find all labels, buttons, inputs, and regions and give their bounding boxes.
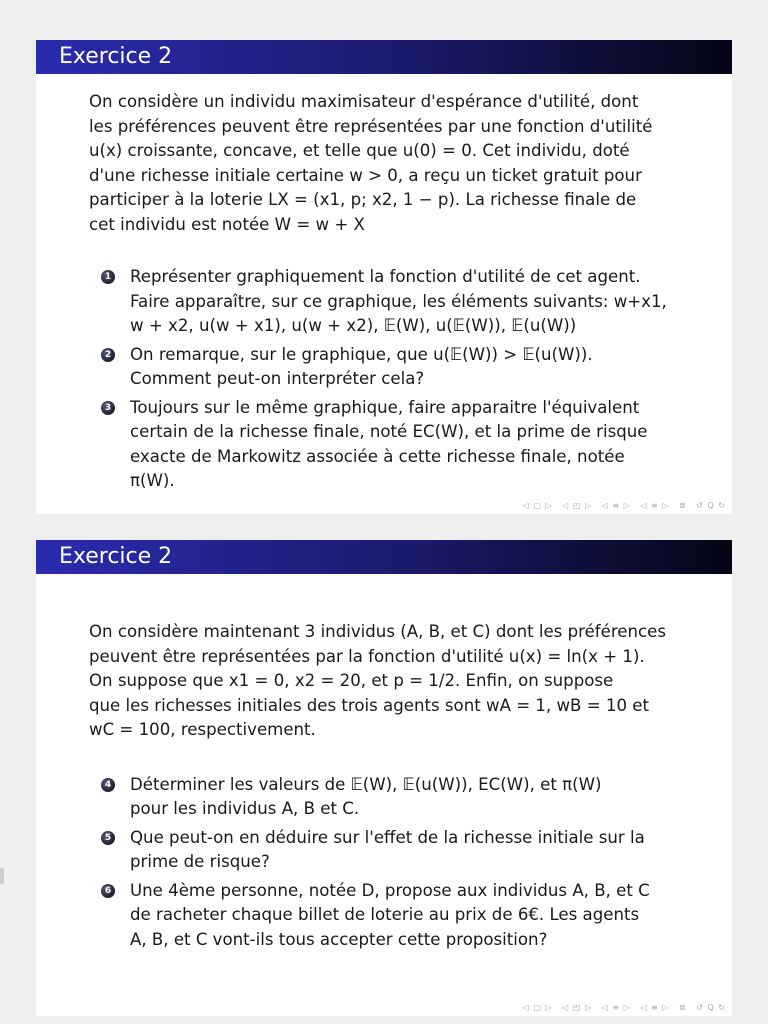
question-item [89, 826, 681, 875]
question-line: prime de risque? [130, 852, 270, 871]
beamer-navigation [517, 501, 726, 510]
question-line: w + x2, u(w + x1), u(w + x2), 𝔼(W), u(𝔼(W)), 𝔼(u(W)) [130, 316, 577, 335]
question-line: Toujours sur le même graphique, faire apparaitre l'équivalent [130, 397, 640, 417]
nav-section-icon[interactable]: ◁ ≡ ▷ [601, 1003, 631, 1012]
intro-line: On considère un individu maximisateur d'espérance d'utilité, dont [89, 92, 639, 111]
question-item [89, 265, 681, 339]
question-list [89, 265, 681, 494]
nav-document-icon[interactable]: ◁ ≡ ▷ [640, 1003, 670, 1012]
question-line: pour les individus A, B et C. [130, 799, 360, 818]
nav-frame-icon[interactable]: ◁ ▢ ▷ [522, 1003, 553, 1012]
question-line: A, B, et C vont-ils tous accepter cette proposition? [130, 929, 548, 949]
nav-document-icon[interactable]: ◁ ≡ ▷ [640, 501, 670, 510]
question-line: π(W). [130, 471, 175, 490]
nav-subsection-icon[interactable]: ◁ ◰ ▷ [562, 1003, 593, 1012]
beamer-navigation [517, 1003, 726, 1012]
number-bullet-icon: 3 [101, 401, 115, 415]
slide-2 [36, 540, 732, 1016]
question-item [89, 879, 681, 953]
intro-line: participer à la loterie LX = (x1, p; x2, 1 − p). La richesse finale de [89, 190, 637, 209]
intro-line: cet individu est notée W = w + X [89, 214, 365, 234]
question-line: Comment peut-on interpréter cela? [130, 369, 425, 388]
question-item [89, 343, 681, 392]
intro-line: les préférences peuvent être représentées par une fonction d'utilité [89, 116, 653, 136]
intro-paragraph [89, 90, 681, 237]
nav-frame-icon[interactable]: ◁ ▢ ▷ [522, 501, 553, 510]
question-line: Déterminer les valeurs de 𝔼(W), 𝔼(u(W)), EC(W), et π(W) [130, 774, 602, 794]
question-item [89, 773, 681, 822]
question-line: Que peut-on en déduire sur l'effet de la richesse initiale sur la [130, 827, 645, 847]
question-line: exacte de Markowitz associée à cette richesse finale, notée [130, 446, 625, 466]
intro-line: que les richesses initiales des trois agents sont wA = 1, wB = 10 et [89, 695, 649, 715]
frame-title: Exercice 2 [36, 40, 732, 74]
question-item [89, 396, 681, 494]
nav-toc-icon[interactable]: ≣ [678, 1003, 687, 1012]
question-line: certain de la richesse finale, noté EC(W), et la prime de risque [130, 422, 648, 441]
viewer-edge-marker [0, 868, 4, 884]
nav-section-icon[interactable]: ◁ ≡ ▷ [601, 501, 631, 510]
frame-title: Exercice 2 [36, 540, 732, 574]
number-bullet-icon: 5 [101, 831, 115, 845]
intro-line: On suppose que x1 = 0, x2 = 20, et p = 1/2. Enfin, on suppose [89, 671, 614, 690]
question-line: Faire apparaître, sur ce graphique, les éléments suivants: w+x1, [130, 291, 667, 311]
nav-toc-icon[interactable]: ≣ [678, 501, 687, 510]
question-line: Représenter graphiquement la fonction d'utilité de cet agent. [130, 267, 641, 286]
number-bullet-icon: 4 [101, 778, 115, 792]
number-bullet-icon: 6 [101, 884, 115, 898]
question-line: de racheter chaque billet de loterie au prix de 6€. Les agents [130, 905, 640, 924]
slide-body [89, 620, 681, 956]
slide-1 [36, 40, 732, 514]
intro-line: peuvent être représentées par la fonction d'utilité u(x) = ln(x + 1). [89, 646, 645, 666]
question-line: On remarque, sur le graphique, que u(𝔼(W)) > 𝔼(u(W)). [130, 344, 593, 364]
intro-line: On considère maintenant 3 individus (A, B, et C) dont les préférences [89, 622, 667, 641]
intro-line: wC = 100, respectivement. [89, 720, 316, 739]
nav-search-icon[interactable]: ↺ Q ↻ [696, 1003, 726, 1012]
intro-line: u(x) croissante, concave, et telle que u(0) = 0. Cet individu, doté [89, 141, 630, 160]
question-line: Une 4ème personne, notée D, propose aux individus A, B, et C [130, 880, 650, 900]
question-list [89, 773, 681, 953]
slide-body [89, 90, 681, 498]
nav-subsection-icon[interactable]: ◁ ◰ ▷ [562, 501, 593, 510]
nav-search-icon[interactable]: ↺ Q ↻ [696, 501, 726, 510]
intro-line: d'une richesse initiale certaine w > 0, a reçu un ticket gratuit pour [89, 165, 642, 185]
number-bullet-icon: 1 [101, 270, 115, 284]
intro-paragraph [89, 620, 681, 743]
number-bullet-icon: 2 [101, 348, 115, 362]
